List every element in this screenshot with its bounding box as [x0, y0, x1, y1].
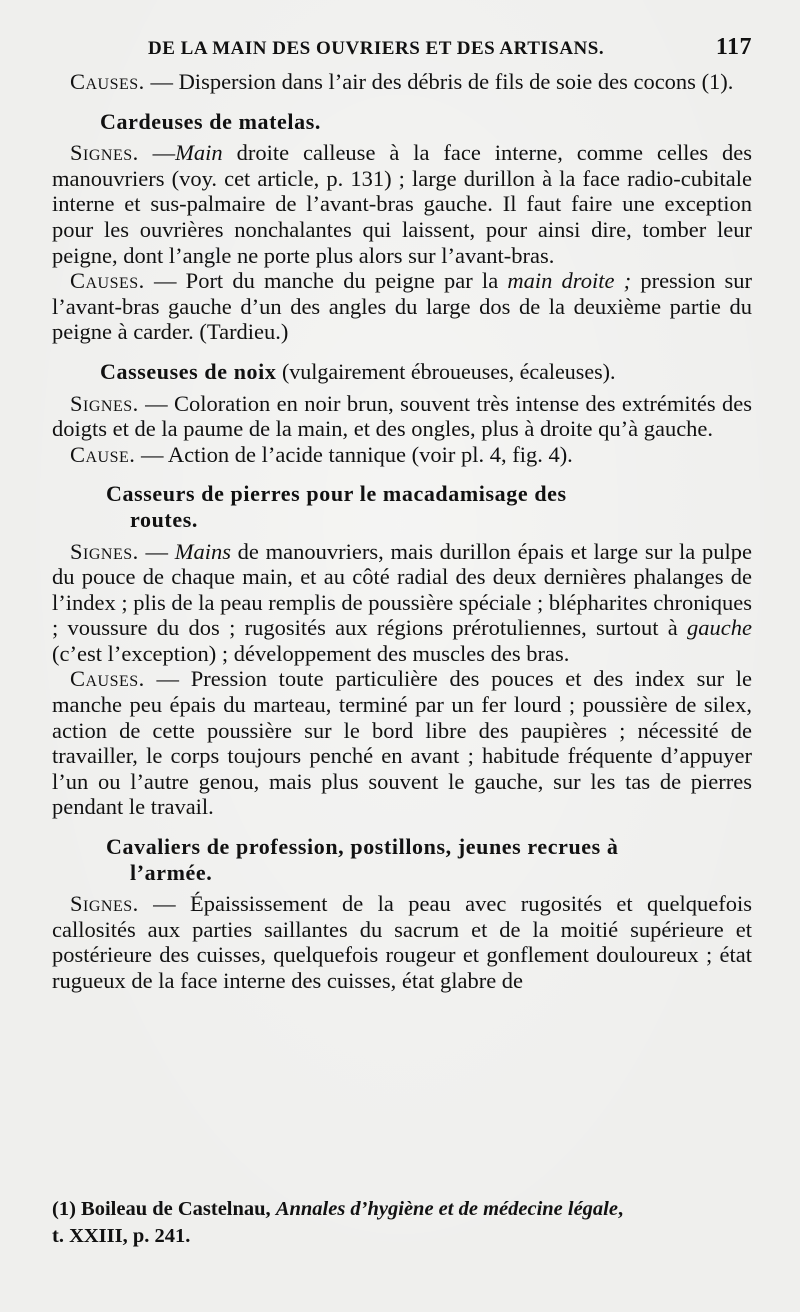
paragraph-text: — — [138, 140, 176, 166]
italic-term: Main — [175, 140, 223, 166]
running-title: DE LA MAIN DES OUVRIERS ET DES ARTISANS. — [148, 38, 605, 59]
paragraph-text: (c’est l’exception) ; développement des muscles des bras. — [52, 640, 570, 666]
paragraph-soie-causes — [52, 69, 752, 95]
paragraph-text: — Épaississement de la peau avec rugosités et quelquefois callosités aux parties saillantes du sacrum et de la moitié supérieure et postérieure des cuisses, quelquefois rougeur et gonflement douloureux ; état rugueux de la face interne des cuisses, état glabre de — [52, 891, 752, 993]
heading-subtext: (vulgairement ébroueuses, écaleuses). — [276, 358, 616, 384]
paragraph-label: Causes. — [70, 268, 145, 294]
italic-term: main droite ; — [507, 268, 632, 294]
heading-text: Casseuses de noix — [100, 358, 277, 384]
paragraph-text: — Pression toute particulière des pouces et des index sur le manche peu épais du marteau, terminé par un fer lourd ; poussière de silex, action de cette poussière sur le bord libre des paupières ; nécessité de travailler, le corps toujours penché en avant ; habitude fréquente d’appuyer l’un ou l’autre genou, mais plus souvent le gauche, sur les tas de pierres pendant le travail. — [52, 666, 752, 820]
paragraph-text: pression sur l’avant-bras gauche d’un des angles du large dos de la deuxième partie du peigne à carder. (Tardieu.) — [52, 268, 752, 345]
paragraph-text: droite calleuse à la face interne, comme celles des manouvriers (voy. cet article, p. 131) ; large durillon à la face radio-cubitale interne et sus-palmaire de l’avant-bras gauche. Il faut faire une exception pour les ouvrières nonchalantes qui laissent, pour ainsi dire, tomber leur peigne, dont l’angle ne porte plus alors sur l’avant-bras. — [52, 140, 752, 268]
paragraph-cardeuses-signes — [52, 140, 752, 268]
section-heading-cavaliers — [52, 834, 752, 885]
paragraph-label: Causes. — [70, 666, 145, 692]
paragraph-text: — — [138, 538, 175, 564]
footnote — [52, 1196, 752, 1250]
paragraph-noix-cause — [52, 442, 752, 468]
paragraph-pierres-causes — [52, 666, 752, 820]
section-heading-casseuses-noix — [52, 359, 752, 385]
page-number: 117 — [715, 34, 752, 60]
paragraph-label: Causes. — [70, 69, 145, 94]
footnote-punctuation: , — [617, 1198, 624, 1220]
paragraph-label: Signes. — [70, 891, 139, 917]
paragraph-noix-signes — [52, 391, 752, 442]
paragraph-text: de manouvriers, mais durillon épais et large sur la pulpe du pouce de chaque main, et au côté radial des deux dernières phalanges de l’index ; plis de la peau remplis de poussière spéciale ; blépharites chroniques ; voussure du dos ; rugosités aux régions prérotuliennes, surtout à — [52, 538, 753, 641]
section-heading-casseurs-pierres — [52, 481, 752, 532]
paragraph-text: — Coloration en noir brun, souvent très intense des extrémités des doigts et de la paume de la main, et des ongles, plus à droite qu’à gauche. — [52, 390, 752, 442]
footnote-citation: t. XXIII, p. 241. — [52, 1225, 191, 1247]
footnote-marker: (1) Boileau de Castelnau, — [52, 1198, 276, 1220]
body-text — [52, 69, 752, 994]
paragraph-text: — Port du manche du peigne par la — [144, 268, 508, 294]
heading-text: Casseurs de pierres pour le macadamisage des — [106, 481, 567, 507]
paragraph-label: Signes. — [70, 390, 139, 416]
heading-text: Cardeuses de matelas. — [100, 108, 321, 134]
paragraph-label: Cause. — [70, 441, 136, 467]
heading-continuation: routes. — [130, 506, 198, 532]
section-heading-cardeuses — [52, 109, 752, 135]
paragraph-label: Signes. — [70, 140, 139, 166]
paragraph-cardeuses-causes — [52, 268, 752, 345]
italic-term: gauche — [687, 615, 752, 641]
paragraph-text: — Dispersion dans l’air des débris de fils de soie des cocons (1). — [144, 69, 734, 94]
running-head — [148, 34, 752, 61]
paragraph-text: — Action de l’acide tannique (voir pl. 4, fig. 4). — [135, 441, 573, 467]
italic-term: Mains — [174, 538, 231, 564]
heading-continuation: l’armée. — [130, 859, 213, 885]
paragraph-pierres-signes — [52, 539, 752, 667]
paragraph-label: Signes. — [70, 538, 139, 564]
heading-text: Cavaliers de profession, postillons, jeunes recrues à — [106, 834, 619, 860]
footnote-journal-title: Annales d’hygiène et de médecine légale — [275, 1198, 618, 1220]
paragraph-cavaliers-signes — [52, 891, 752, 993]
